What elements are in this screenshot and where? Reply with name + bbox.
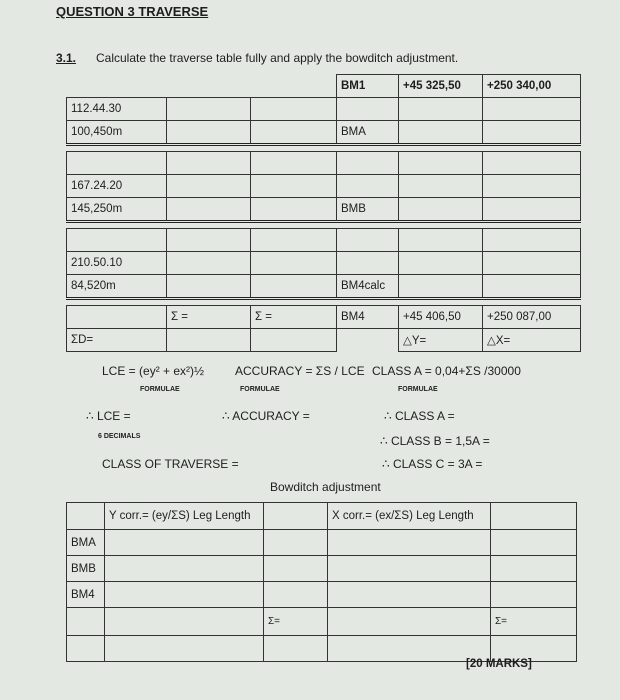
six-decimals-note: 6 DECIMALS <box>98 433 141 440</box>
class-of-traverse: CLASS OF TRAVERSE = <box>102 457 239 471</box>
traverse-leg-2 <box>66 151 581 223</box>
marks-label: [20 MARKS] <box>466 658 532 670</box>
question-text: Calculate the traverse table fully and apply the bowditch adjustment. <box>96 51 459 65</box>
traverse-leg-3 <box>66 228 581 300</box>
bearing: 112.44.30 <box>67 98 167 121</box>
bm4-label: BM4 <box>337 306 399 329</box>
row-label: BMB <box>67 556 105 582</box>
bowditch-title: Bowditch adjustment <box>270 480 381 494</box>
x-corr-header: X corr.= (ex/ΣS) Leg Length <box>328 503 491 530</box>
bearing: 210.50.10 <box>67 252 167 275</box>
formulae-label: FORMULAE <box>240 386 280 393</box>
sum-d: ΣD= <box>67 329 167 352</box>
lce-answer: ∴ LCE = <box>86 409 131 423</box>
accuracy-formula: ACCURACY = ΣS / LCE <box>235 364 365 378</box>
sum-x-corr: Σ= <box>491 608 577 636</box>
class-a-formula: CLASS A = 0,04+ΣS /30000 <box>372 364 521 378</box>
bm4-x: +250 087,00 <box>483 306 581 329</box>
sum-y: Σ = <box>167 306 251 329</box>
sum-x: Σ = <box>251 306 337 329</box>
bearing: 167.24.20 <box>67 175 167 198</box>
formulae-label: FORMULAE <box>140 386 180 393</box>
distance: 100,450m <box>67 121 167 145</box>
bm1-x: +250 340,00 <box>483 75 581 98</box>
delta-y: △Y= <box>399 329 483 352</box>
lce-formula: LCE = (ey² + ex²)½ <box>102 364 205 378</box>
bm1-label: BM1 <box>337 75 399 98</box>
station: BMB <box>337 198 399 222</box>
question-number: 3.1. <box>56 51 77 65</box>
class-b-answer: ∴ CLASS B = 1,5A = <box>380 434 490 448</box>
class-a-answer: ∴ CLASS A = <box>384 409 455 423</box>
bm1-header-table <box>336 74 581 98</box>
distance: 84,520m <box>67 275 167 299</box>
bm1-y: +45 325,50 <box>399 75 483 98</box>
y-corr-header: Y corr.= (ey/ΣS) Leg Length <box>105 503 264 530</box>
page-title: QUESTION 3 TRAVERSE <box>56 4 209 19</box>
class-c-answer: ∴ CLASS C = 3A = <box>382 457 483 471</box>
bm4-y: +45 406,50 <box>399 306 483 329</box>
sum-y-corr: Σ= <box>264 608 328 636</box>
distance: 145,250m <box>67 198 167 222</box>
traverse-leg-1 <box>66 97 581 146</box>
delta-x: △X= <box>483 329 581 352</box>
bowditch-table <box>66 502 577 662</box>
row-label: BM4 <box>67 582 105 608</box>
accuracy-answer: ∴ ACCURACY = <box>222 409 310 423</box>
station: BM4calc <box>337 275 399 299</box>
station: BMA <box>337 121 399 145</box>
row-label: BMA <box>67 530 105 556</box>
formulae-label: FORMULAE <box>398 386 438 393</box>
traverse-totals <box>66 305 581 352</box>
